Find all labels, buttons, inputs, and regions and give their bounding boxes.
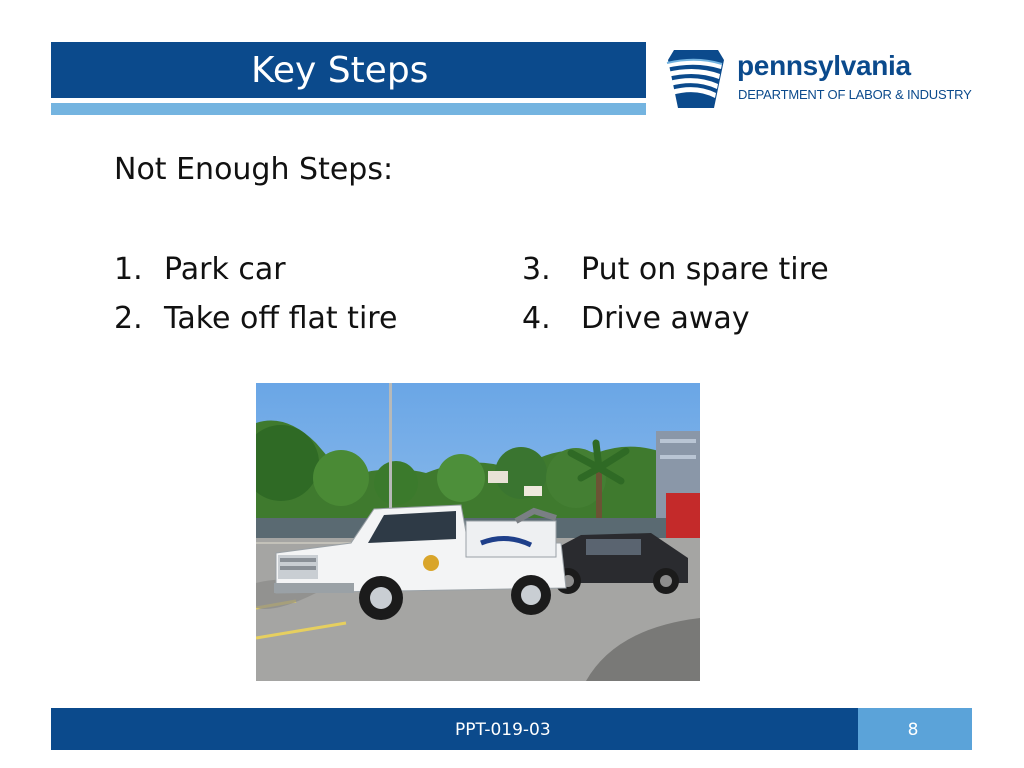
- page-number: 8: [907, 720, 919, 740]
- step-text: Put on spare tire: [581, 252, 829, 287]
- step-text: Park car: [164, 252, 286, 287]
- slide-title: Key Steps: [251, 50, 429, 91]
- step-number: 1.: [114, 252, 143, 287]
- list-item: [114, 245, 494, 294]
- step-number: 3.: [522, 252, 551, 287]
- list-item: [114, 294, 494, 343]
- list-item: [522, 294, 942, 343]
- logo-department: DEPARTMENT OF LABOR & INDUSTRY: [738, 87, 972, 102]
- subheading: Not Enough Steps:: [114, 152, 394, 187]
- steps-list-left: [114, 245, 494, 343]
- keystone-icon: [664, 46, 728, 110]
- tow-truck-photo: [256, 383, 700, 681]
- footer-code: PPT-019-03: [455, 720, 551, 740]
- pa-labor-logo: [664, 46, 984, 110]
- step-text: Drive away: [581, 301, 750, 336]
- step-number: 4.: [522, 301, 551, 336]
- list-item: [522, 245, 942, 294]
- page-number-box: [858, 708, 972, 750]
- step-number: 2.: [114, 301, 143, 336]
- step-text: Take off flat tire: [164, 301, 398, 336]
- steps-list-right: [522, 245, 942, 343]
- footer-bar: [51, 708, 858, 750]
- logo-name: pennsylvania: [737, 50, 911, 81]
- title-bar: [51, 42, 646, 98]
- title-accent-stripe: [51, 103, 646, 115]
